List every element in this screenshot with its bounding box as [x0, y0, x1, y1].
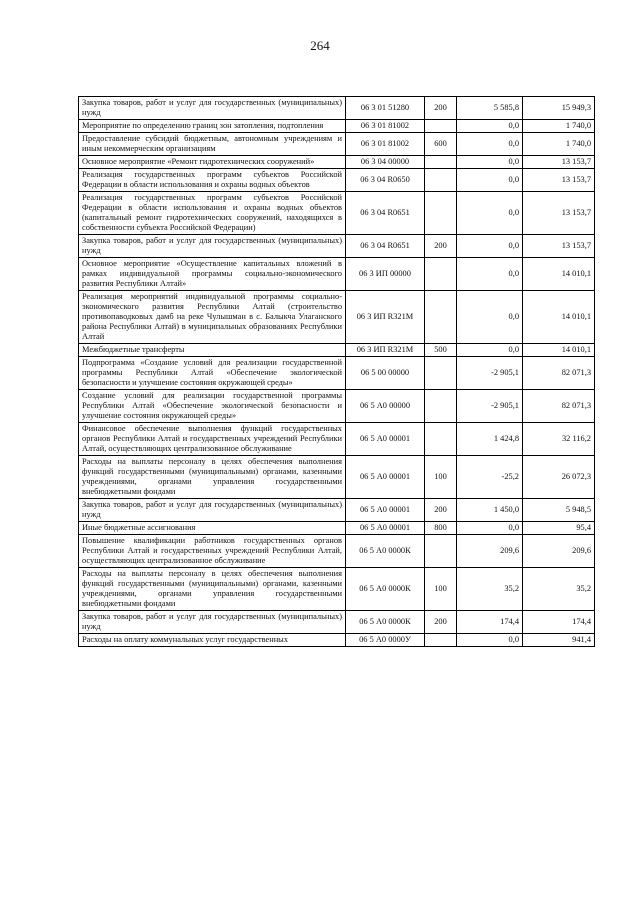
row-change-amount: 0,0: [457, 192, 523, 235]
row-total-amount: 95,4: [523, 522, 595, 535]
row-expense-type: [425, 169, 457, 192]
row-name: Закупка товаров, работ и услуг для государственных (муниципальных) нужд: [79, 235, 346, 258]
row-total-amount: 13 153,7: [523, 156, 595, 169]
row-name: Расходы на оплату коммунальных услуг государственных: [79, 634, 346, 647]
row-code: 06 5 А0 00001: [346, 499, 425, 522]
row-expense-type: 500: [425, 344, 457, 357]
row-change-amount: 0,0: [457, 120, 523, 133]
table-row: [79, 522, 595, 535]
row-code: 06 5 А0 0000У: [346, 634, 425, 647]
row-change-amount: 1 424,8: [457, 423, 523, 456]
row-code: 06 5 А0 00001: [346, 423, 425, 456]
table-row: [79, 97, 595, 120]
row-code: 06 5 00 00000: [346, 357, 425, 390]
row-total-amount: 1 740,0: [523, 120, 595, 133]
row-name: Иные бюджетные ассигнования: [79, 522, 346, 535]
row-total-amount: 1 740,0: [523, 133, 595, 156]
row-total-amount: 82 071,3: [523, 390, 595, 423]
row-total-amount: 35,2: [523, 568, 595, 611]
page-number: 264: [310, 38, 330, 53]
table-row: [79, 535, 595, 568]
row-code: 06 3 04 R0651: [346, 235, 425, 258]
row-total-amount: 14 010,1: [523, 344, 595, 357]
row-expense-type: [425, 390, 457, 423]
row-name: Расходы на выплаты персоналу в целях обеспечения выполнения функций государственными (муниципальными) органами, казенными учреждениями, органами управления государственными внебюджетными фондами: [79, 456, 346, 499]
row-name: Закупка товаров, работ и услуг для государственных (муниципальных) нужд: [79, 499, 346, 522]
row-change-amount: 209,6: [457, 535, 523, 568]
row-code: 06 3 ИП R321M: [346, 291, 425, 344]
table-row: [79, 133, 595, 156]
row-change-amount: 0,0: [457, 235, 523, 258]
row-expense-type: [425, 535, 457, 568]
row-change-amount: 0,0: [457, 169, 523, 192]
row-name: Подпрограмма «Создание условий для реализации государственной программы Республики Алтай «Обеспечение экологической безопасности и улучшение состояния окружающей среды»: [79, 357, 346, 390]
table-row: [79, 456, 595, 499]
row-code: 06 3 04 00000: [346, 156, 425, 169]
row-expense-type: 100: [425, 568, 457, 611]
row-code: 06 3 04 R0651: [346, 192, 425, 235]
row-expense-type: 800: [425, 522, 457, 535]
row-change-amount: 174,4: [457, 611, 523, 634]
row-code: 06 5 А0 00000: [346, 390, 425, 423]
row-change-amount: -2 905,1: [457, 390, 523, 423]
row-name: Расходы на выплаты персоналу в целях обеспечения выполнения функций государственными (муниципальными) органами, казенными учреждениями, органами управления государственными внебюджетными фондами: [79, 568, 346, 611]
row-change-amount: -25,2: [457, 456, 523, 499]
row-name: Реализация государственных программ субъектов Российской Федерации в области использования и охраны водных объектов: [79, 169, 346, 192]
row-expense-type: [425, 120, 457, 133]
row-name: Закупка товаров, работ и услуг для государственных (муниципальных) нужд: [79, 611, 346, 634]
row-name: Реализация мероприятий индивидуальной программы социально-экономического развития Республики Алтай (строительство противопаводковых дамб на реке Чулышман в с. Балыкча Улаганского района Республики Алтай) в муниципальных образованиях Республики Алтай: [79, 291, 346, 344]
row-name: Основное мероприятие «Ремонт гидротехнических сооружений»: [79, 156, 346, 169]
row-total-amount: 209,6: [523, 535, 595, 568]
row-total-amount: 13 153,7: [523, 235, 595, 258]
row-expense-type: 100: [425, 456, 457, 499]
row-name: Финансовое обеспечение выполнения функций государственных органов Республики Алтай и государственных учреждений Республики Алтай, осуществляющих централизованное обслуживание: [79, 423, 346, 456]
row-total-amount: 14 010,1: [523, 291, 595, 344]
row-change-amount: 35,2: [457, 568, 523, 611]
table-row: [79, 357, 595, 390]
table-row: [79, 120, 595, 133]
row-name: Основное мероприятие «Осуществление капитальных вложений в рамках индивидуальной программы социально-экономического развития Республики Алтай»: [79, 258, 346, 291]
table-row: [79, 235, 595, 258]
row-change-amount: 0,0: [457, 133, 523, 156]
row-code: 06 5 А0 00001: [346, 456, 425, 499]
row-change-amount: 0,0: [457, 258, 523, 291]
row-total-amount: 13 153,7: [523, 192, 595, 235]
row-expense-type: [425, 258, 457, 291]
row-expense-type: [425, 423, 457, 456]
table-row: [79, 611, 595, 634]
table-row: [79, 156, 595, 169]
row-name: Межбюджетные трансферты: [79, 344, 346, 357]
table-row: [79, 291, 595, 344]
row-total-amount: 941,4: [523, 634, 595, 647]
row-code: 06 5 А0 0000К: [346, 535, 425, 568]
row-code: 06 3 04 R0650: [346, 169, 425, 192]
row-expense-type: [425, 291, 457, 344]
table-row: [79, 499, 595, 522]
row-code: 06 5 А0 0000К: [346, 611, 425, 634]
row-expense-type: [425, 192, 457, 235]
row-expense-type: 200: [425, 235, 457, 258]
row-change-amount: 5 585,8: [457, 97, 523, 120]
table-row: [79, 423, 595, 456]
table-row: [79, 258, 595, 291]
row-code: 06 3 01 81002: [346, 133, 425, 156]
table-row: [79, 390, 595, 423]
row-expense-type: [425, 156, 457, 169]
row-change-amount: 0,0: [457, 291, 523, 344]
row-change-amount: 0,0: [457, 634, 523, 647]
row-expense-type: 200: [425, 97, 457, 120]
row-expense-type: [425, 634, 457, 647]
table-row: [79, 169, 595, 192]
row-expense-type: [425, 357, 457, 390]
row-code: 06 3 01 81002: [346, 120, 425, 133]
row-change-amount: -2 905,1: [457, 357, 523, 390]
row-total-amount: 13 153,7: [523, 169, 595, 192]
row-total-amount: 82 071,3: [523, 357, 595, 390]
row-name: Закупка товаров, работ и услуг для государственных (муниципальных) нужд: [79, 97, 346, 120]
row-code: 06 3 ИП 00000: [346, 258, 425, 291]
table-row: [79, 568, 595, 611]
row-code: 06 3 01 51280: [346, 97, 425, 120]
row-expense-type: 200: [425, 499, 457, 522]
row-total-amount: 5 948,5: [523, 499, 595, 522]
row-code: 06 5 А0 00001: [346, 522, 425, 535]
row-change-amount: 0,0: [457, 156, 523, 169]
row-expense-type: 600: [425, 133, 457, 156]
row-change-amount: 0,0: [457, 344, 523, 357]
table-row: [79, 192, 595, 235]
row-change-amount: 0,0: [457, 522, 523, 535]
row-name: Предоставление субсидий бюджетным, автономным учреждениям и иным некоммерческим организациям: [79, 133, 346, 156]
table-row: [79, 344, 595, 357]
row-name: Реализация государственных программ субъектов Российской Федерации в области использования и охраны водных объектов (капитальный ремонт гидротехнических сооружений, находящихся в собственности субъекта Российской Федерации): [79, 192, 346, 235]
row-code: 06 3 ИП R321M: [346, 344, 425, 357]
row-total-amount: 174,4: [523, 611, 595, 634]
row-code: 06 5 А0 0000К: [346, 568, 425, 611]
row-total-amount: 14 010,1: [523, 258, 595, 291]
row-change-amount: 1 450,0: [457, 499, 523, 522]
budget-table-body: [79, 97, 595, 647]
row-expense-type: 200: [425, 611, 457, 634]
table-row: [79, 634, 595, 647]
row-name: Создание условий для реализации государственной программы Республики Алтай «Обеспечение экологической безопасности и улучшение состояния окружающей среды»: [79, 390, 346, 423]
row-name: Повышение квалификации работников государственных органов Республики Алтай и государственных учреждений Республики Алтай, осуществляющих централизованное обслуживание: [79, 535, 346, 568]
budget-table: [78, 96, 595, 647]
row-name: Мероприятие по определению границ зон затопления, подтопления: [79, 120, 346, 133]
row-total-amount: 32 116,2: [523, 423, 595, 456]
row-total-amount: 26 072,3: [523, 456, 595, 499]
row-total-amount: 15 949,3: [523, 97, 595, 120]
